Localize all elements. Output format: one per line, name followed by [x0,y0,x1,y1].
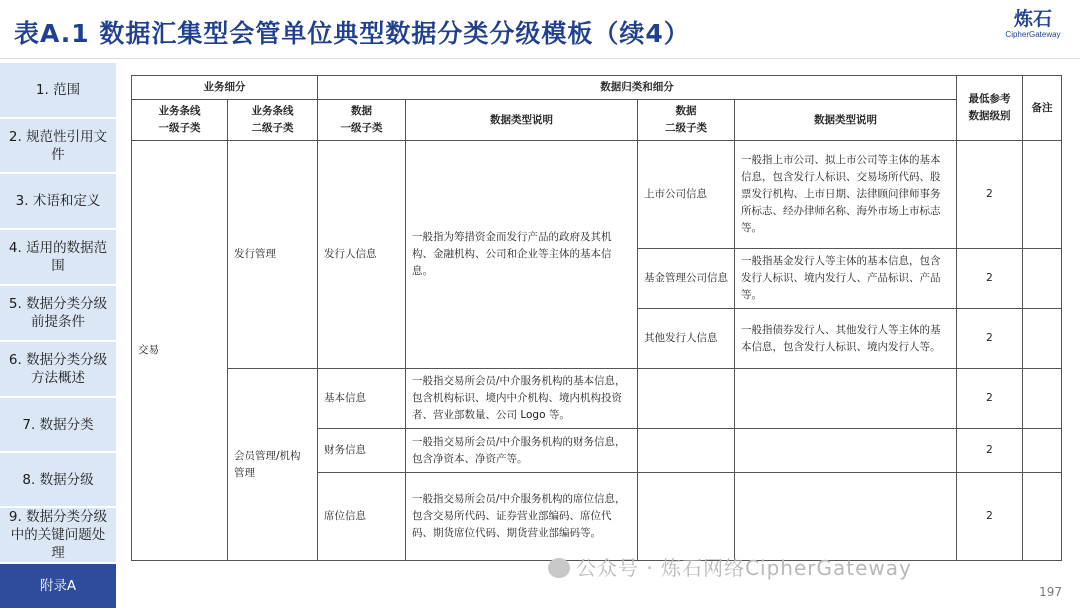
header-data-classification: 数据归类和细分 [318,76,957,100]
cell-empty-desc2 [735,429,957,473]
sidebar-item-appendix-a[interactable]: 附录A [0,564,116,610]
sidebar-item-applicable-data-scope[interactable]: 4. 适用的数据范围 [0,230,116,286]
header-min-reference-level: 最低参考 数据级别 [957,76,1023,141]
sidebar-item-key-issues[interactable]: 9. 数据分类分级中的关键问题处理 [0,508,116,564]
sidebar-item-method-overview[interactable]: 6. 数据分类分级方法概述 [0,342,116,398]
cell-remark [1023,369,1062,429]
cell-issuer-info-description: 一般指为筹措资金而发行产品的政府及其机构、金融机构、公司和企业等主体的基本信息。 [406,141,638,369]
header-data-type-description: 数据类型说明 [406,100,638,141]
cell-issuance-management: 发行管理 [228,141,318,369]
cell-empty-data2 [638,429,735,473]
header-business-segment: 业务细分 [132,76,318,100]
sidebar-item-data-classification[interactable]: 7. 数据分类 [0,398,116,453]
cell-member-institution-management: 会员管理/机构管理 [228,369,318,561]
cell-level: 2 [957,141,1023,249]
cell-fund-manager-info: 基金管理公司信息 [638,249,735,309]
cell-remark [1023,429,1062,473]
cell-level: 2 [957,309,1023,369]
header-data-type-description-2: 数据类型说明 [735,100,957,141]
header-data-level1: 数据 一级子类 [318,100,406,141]
header-business-line-level1: 业务条线 一级子类 [132,100,228,141]
logo-chinese-text: 炼石 [1013,8,1052,30]
header-data-level2: 数据 二级子类 [638,100,735,141]
watermark [548,552,912,581]
wechat-icon [548,558,570,578]
sidebar-item-prerequisites[interactable]: 5. 数据分类分级前提条件 [0,286,116,342]
page-title: 表A.1 数据汇集型会管单位典型数据分类分级模板（续4） [14,19,690,48]
cell-basic-info-description: 一般指交易所会员/中介服务机构的基本信息，包含机构标识、境内中介机构、境内机构投资者、营业部数量、公司 Logo 等。 [406,369,638,429]
cell-other-issuer-description: 一般指债券发行人、其他发行人等主体的基本信息，包含发行人标识、境内发行人等。 [735,309,957,369]
cell-remark [1023,473,1062,561]
watermark-text: 公众号 · 炼石网络CipherGateway [576,556,912,580]
classification-table [131,75,1062,561]
sidebar-item-data-grading[interactable]: 8. 数据分级 [0,453,116,508]
cell-level: 2 [957,369,1023,429]
page-number: 197 [1039,585,1062,599]
cell-empty-desc2 [735,473,957,561]
cell-level: 2 [957,429,1023,473]
cell-empty-data2 [638,369,735,429]
cell-basic-info: 基本信息 [318,369,406,429]
cell-remark [1023,249,1062,309]
cell-seat-info: 席位信息 [318,473,406,561]
cell-listed-company-description: 一般指上市公司、拟上市公司等主体的基本信息，包含发行人标识、交易场所代码、股票发行机构、上市日期、法律顾问律师事务所标志、经办律师名称、海外市场上市标志等。 [735,141,957,249]
header-business-line-level2: 业务条线 二级子类 [228,100,318,141]
cell-issuer-info: 发行人信息 [318,141,406,369]
cell-listed-company-info: 上市公司信息 [638,141,735,249]
cell-remark [1023,141,1062,249]
cell-financial-info: 财务信息 [318,429,406,473]
sidebar-nav [0,63,116,610]
brand-logo [998,8,1068,39]
cell-financial-info-description: 一般指交易所会员/中介服务机构的财务信息，包含净资本、净资产等。 [406,429,638,473]
cell-business-line1: 交易 [132,141,228,561]
cell-level: 2 [957,473,1023,561]
title-divider [0,58,1080,59]
cell-other-issuer-info: 其他发行人信息 [638,309,735,369]
cell-empty-desc2 [735,369,957,429]
logo-english-text: CipherGateway [1005,30,1061,39]
sidebar-item-normative-references[interactable]: 2. 规范性引用文件 [0,119,116,174]
cell-empty-data2 [638,473,735,561]
cell-seat-info-description: 一般指交易所会员/中介服务机构的席位信息，包含交易所代码、证券营业部编码、席位代码、期货席位代码、期货营业部编码等。 [406,473,638,561]
cell-level: 2 [957,249,1023,309]
cell-remark [1023,309,1062,369]
cell-fund-manager-description: 一般指基金发行人等主体的基本信息，包含发行人标识、境内发行人、产品标识、产品等。 [735,249,957,309]
sidebar-item-terms-definitions[interactable]: 3. 术语和定义 [0,174,116,230]
header-remarks: 备注 [1023,76,1062,141]
sidebar-item-scope[interactable]: 1. 范围 [0,63,116,119]
